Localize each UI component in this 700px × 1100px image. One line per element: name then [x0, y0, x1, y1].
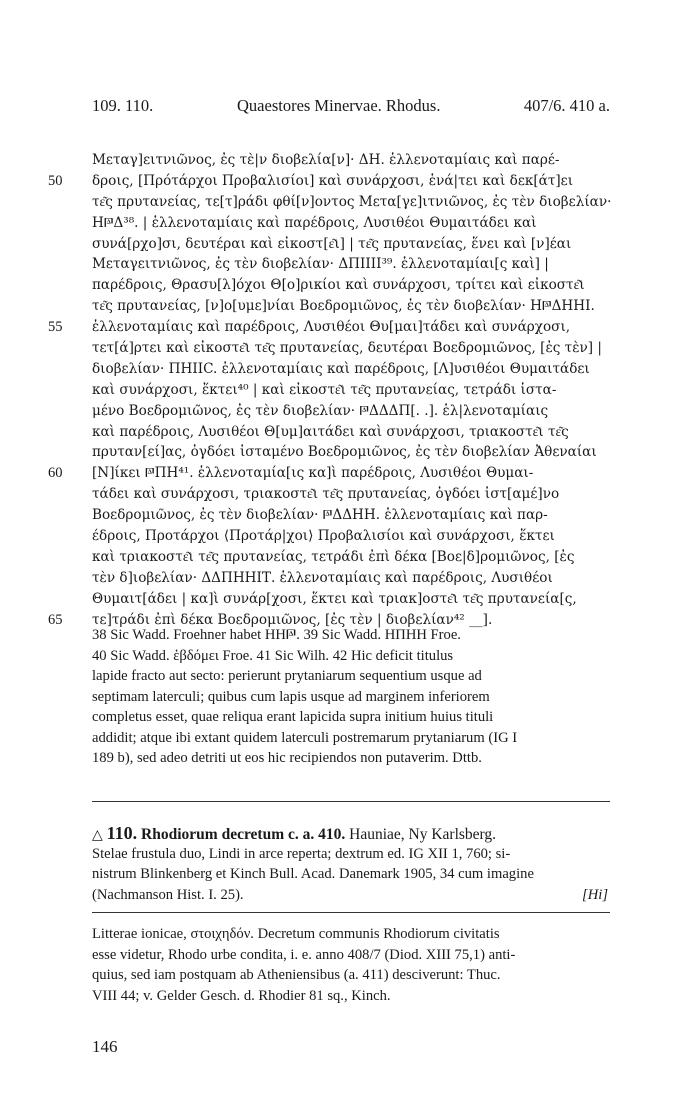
text-line [92, 442, 610, 463]
inscription-text [48, 150, 612, 630]
text-line [92, 380, 610, 401]
commentary [92, 924, 610, 1006]
page-number: 146 [92, 1037, 118, 1056]
text-line [92, 422, 610, 443]
section-110 [92, 823, 610, 905]
commentary-line: quius, sed iam postquam ab Atheniensibus (a. 411) desciverunt: Thuc. [92, 967, 501, 983]
section-line: nistrum Blinkenberg et Kinch Bull. Acad. Danemark 1905, 34 cum imagine [92, 866, 534, 882]
text-line [92, 150, 610, 171]
line-text: συνά[ρχο]σι, δευτέραι καὶ εἰκοστ[ε͂ι] | τε͂ς πρυτανείας, ἕνει καὶ [ν]έαι [92, 235, 572, 252]
line-text: έδροις, Προτάρχοι ⟨Προτάρ|χοι⟩ Προβαλισίοι καὶ συνάρχοσι, ἕκτει [92, 528, 555, 545]
line-text: καὶ παρέδροις, Λυσιθέοι Θ[υμ]αιτάδει καὶ συνάρχοσι, τριακοστε͂ι τε͂ς [92, 423, 569, 440]
line-text: Μεταγειτνιῶνος, ἐς τὲν διοβελίαν· ΔΠΙΙΙΙ³⁹. ἑλλενοταμίαι[ς καὶ] | [92, 256, 549, 273]
text-line [92, 526, 610, 547]
section-line [92, 885, 610, 906]
line-text: τὲν δ]ιοβελίαν· ΔΔΠΗΗΙΤ. ἑλλενοταμίαις καὶ παρέδροις, Λυσιθέοι [92, 569, 553, 586]
line-text: πρυταν[εί]ας, ὀγδόει ἱσταμένο Βοεδρομιῶνος, ἐς τὲν διοβελίαν Ἀθεναίαι [92, 444, 597, 461]
text-line [92, 547, 610, 568]
running-header [92, 96, 610, 118]
line-text: διοβελίαν· ΠΗΙΙC. ἑλλενοταμίαις καὶ παρέδροις, [Λ]υσιθέοι Θυμαιτάδει [92, 360, 590, 377]
section-line-text: (Nachmanson Hist. I. 25). [92, 886, 244, 903]
text-line [92, 505, 610, 526]
section-heading [92, 823, 610, 844]
header-section-numbers: 109. 110. [92, 96, 154, 115]
line-text: τάδει καὶ συνάρχοσι, τριακοστε͂ι τε͂ς πρυτανείας, ὀγδόει ἱστ[αμέ]νο [92, 486, 560, 503]
text-line [48, 171, 610, 192]
header-dates: 407/6. 410 a. [523, 96, 610, 115]
text-line [48, 463, 610, 484]
text-line [92, 296, 610, 317]
commentary-line: VIII 44; v. Gelder Gesch. d. Rhodier 81 sq., Kinch. [92, 987, 391, 1004]
triangle-marker-icon: △ [92, 828, 103, 843]
section-divider-2 [92, 912, 610, 913]
commentary-line: esse videtur, Rhodo urbe condita, i. e. anno 408/7 (Diod. XIII 75,1) anti- [92, 946, 516, 963]
line-text: Βοεδρομιῶνος, ἐς τὲν διοβελίαν· 𐅄ΔΔΗΗ. ἑλλενοταμίαις καὶ παρ- [92, 507, 548, 524]
section-line: Stelae frustula duo, Lindi in arce reperta; dextrum ed. IG XII 1, 760; si- [92, 845, 511, 862]
line-text: Η𐅄Δ³⁸. | ἑλλενοταμίαις καὶ παρέδροις, Λυσιθέοι Θυμαιτάδει καὶ [92, 214, 537, 231]
note-line: 38 Sic Wadd. Froehner habet ΗΗ𐅄. 39 Sic Wadd. ΗΠΗΗ Froe. [92, 627, 461, 643]
line-text: Θυμαιτ[άδει | κα]ὶ συνάρ[χοσι, ἕκτει καὶ τριακ]οστε͂ι τε͂ς πρυτανεία[ς, [92, 590, 577, 607]
text-line [92, 338, 610, 359]
line-text: μένο Βοεδρομιῶνος, ἐς τὲν διοβελίαν· 𐅄ΔΔΔΠ[. .]. ἑλ|λενοταμίαις [92, 402, 549, 419]
line-number: 55 [48, 319, 63, 336]
note-line: lapide fracto aut secto: perierunt prytaniarum sequentium usque ad [92, 668, 482, 684]
commentary-line: Litterae ionicae, στοιχηδόν. Decretum communis Rhodiorum civitatis [92, 926, 500, 942]
section-title: Rhodiorum decretum c. a. 410. [141, 826, 346, 843]
text-line [92, 401, 610, 422]
line-text: τε͂ς πρυτανείας, τε[τ]ράδι φθί[ν]οντος Μετα[γε]ιτνιῶνος, ἐς τὲν διοβελίαν· [92, 193, 612, 210]
text-line [92, 192, 610, 213]
note-line: 189 b), sed adeo detriti ut eos hic recipiendos non putaverim. Dttb. [92, 750, 482, 766]
section-description [92, 844, 610, 906]
note-line: completus esset, quae reliqua erant lapicida supra initium huius tituli [92, 709, 494, 725]
note-line: 40 Sic Wadd. ἑβδόμει Froe. 41 Sic Wilh. 42 Hic deficit titulus [92, 647, 454, 664]
header-title: Quaestores Minervae. Rhodus. [237, 96, 441, 115]
text-line [92, 234, 610, 255]
text-line [92, 254, 610, 275]
line-number: 65 [48, 611, 63, 628]
line-text: δροις, [Πρότάρχοι Προβαλισίοι] καὶ συνάρχοσι, ἑνά|τει καὶ δεκ[άτ]ει [92, 172, 574, 189]
line-text: Μεταγ]ειτνιῶνος, ἐς τὲ|ν διοβελία[ν]· ΔΗ. ἑλλενοταμίαις καὶ παρέ- [92, 152, 560, 168]
section-location: Hauniae, Ny Karlsberg. [349, 826, 497, 843]
line-number: 50 [48, 172, 63, 189]
text-line [48, 317, 610, 338]
footnotes [92, 625, 610, 769]
note-line: addidit; atque ibi extant quidem laterculi postremarum prytaniarum (IG I [92, 729, 518, 746]
text-line [92, 589, 610, 610]
line-text: παρέδροις, Θρασυ[λ]όχοι Θ[ο]ρικίοι καὶ συνάρχοσι, τρίτει καὶ εἰκοστε͂ι [92, 277, 585, 294]
section-divider [92, 801, 610, 802]
line-text: τετ[ά]ρτει καὶ εἰκοστε͂ι τε͂ς πρυτανείας, δευτέραι Βοεδρομιῶνος, [ἐς τὲν] | [92, 340, 602, 357]
line-text: ἑλλενοταμίαις καὶ παρέδροις, Λυσιθέοι Θυ[μαι]τάδει καὶ συνάρχοσι, [92, 319, 571, 336]
text-line [92, 359, 610, 380]
section-number: 110. [106, 823, 138, 843]
text-line [92, 275, 610, 296]
line-text: [Ν]ίκει 𐅄ΠΗ⁴¹. ἑλλενοταμία[ις κα]ὶ παρέδροις, Λυσιθέοι Θυμαι- [92, 465, 534, 482]
note-line: septimam laterculi; quibus cum lapis usque ad marginem inferiorem [92, 688, 490, 705]
line-number: 60 [48, 465, 63, 482]
line-text: τε]τράδι ἐπὶ δέκα Βοεδρομιῶνος, [ἐς τὲν | διοβελίαν⁴² __]. [92, 611, 493, 628]
text-line [92, 213, 610, 234]
line-text: τε͂ς πρυτανείας, [ν]ο[υμε]νίαι Βοεδρομιῶνος, ἐς τὲν διοβελίαν· Η𐅄ΔΗΗΙ. [92, 298, 595, 315]
editor-tag: [Hi] [582, 886, 608, 903]
line-text: καὶ συνάρχοσι, ἕκτει⁴⁰ | καὶ εἰκοστε͂ι τε͂ς πρυτανείας, τετράδι ἱστα- [92, 381, 557, 398]
text-line [92, 484, 610, 505]
line-text: καὶ τριακοστε͂ι τε͂ς πρυτανείας, τετράδι ἐπὶ δέκα [Βοε|δ]ρομιῶνος, [ἐς [92, 548, 575, 565]
text-line [92, 568, 610, 589]
